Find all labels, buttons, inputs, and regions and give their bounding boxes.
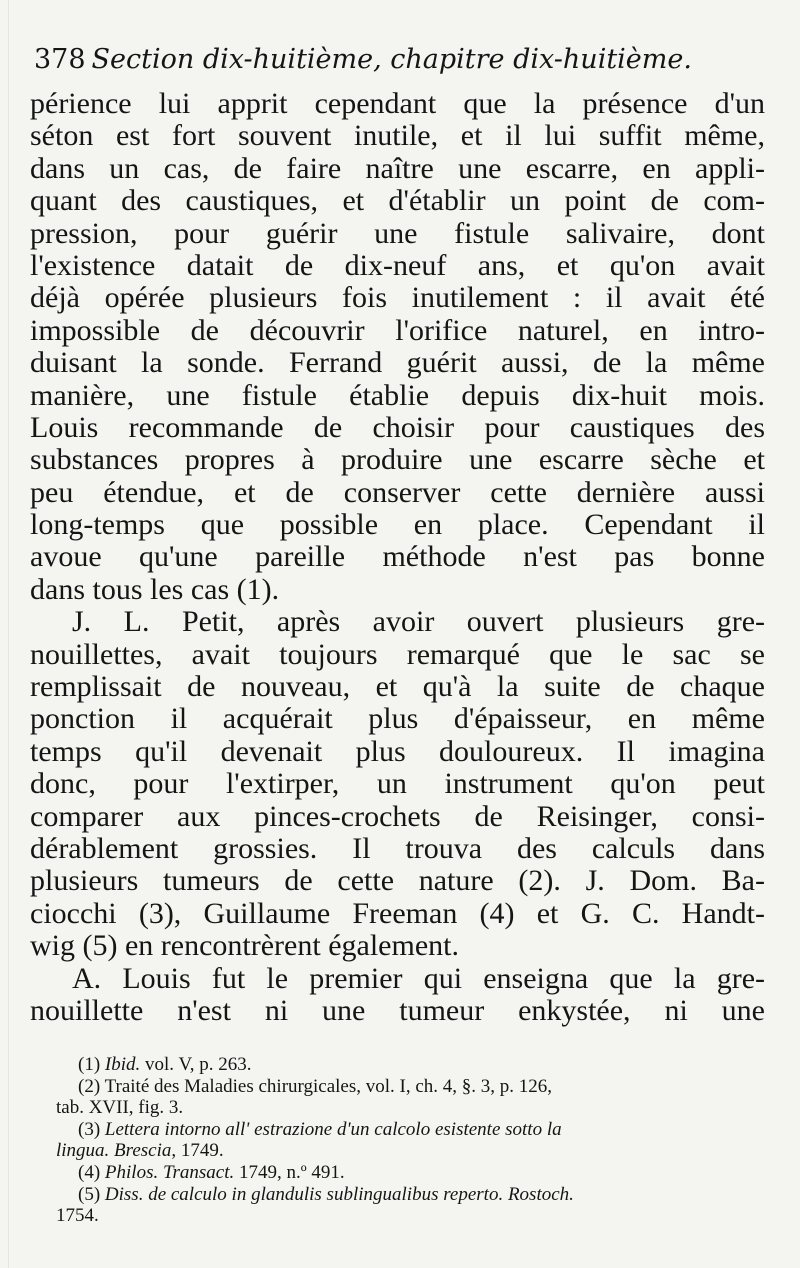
text-line: long-temps que possible en place. Cependant il (30, 508, 765, 542)
footnote-line (56, 1205, 770, 1227)
text-line: ciocchi (3), Guillaume Freeman (4) et G. C. Handt- (30, 896, 765, 930)
text-line: dans un cas, de faire naître une escarre, en appli- (30, 151, 765, 185)
text-line: temps qu'il devenait plus douloureux. Il imagina (30, 734, 765, 768)
text-line: remplissait de nouveau, et qu'à la suite de chaque (30, 670, 765, 704)
text-line: périence lui apprit cependant que la présence d'un (30, 87, 765, 120)
page-edge (8, 0, 9, 1268)
footnote-text: 1749, n.º 491. (234, 1161, 345, 1183)
text-line: pression, pour guérir une fistule salivaire, dont (30, 216, 765, 250)
body-text (30, 88, 765, 1027)
text-line: séton est fort souvent inutile, et il lui suffit même, (30, 119, 765, 153)
footnote-number: (5) (78, 1183, 101, 1205)
text-line: impossible de découvrir l'orifice naturel, en intro- (30, 313, 765, 347)
footnote-line (56, 1097, 770, 1119)
footnote-number: (2) (78, 1075, 101, 1097)
text-line: J. L. Petit, après avoir ouvert plusieurs gre- (72, 605, 765, 639)
footnote-citation-title: lingua. Brescia (56, 1140, 172, 1162)
text-line: donc, pour l'extirper, un instrument qu'on peut (30, 767, 765, 801)
text-line: wig (5) en rencontrèrent également. (30, 929, 459, 963)
text-line: avoue qu'une pareille méthode n'est pas bonne (30, 540, 765, 574)
footnote-text: tab. XVII, fig. 3. (56, 1097, 184, 1119)
footnote-line (56, 1162, 770, 1184)
footnote-line (56, 1054, 770, 1076)
footnote-citation-title: Philos. Transact. (104, 1161, 235, 1183)
footnote-citation-title: Diss. de calculo in glandulis sublingualibus reperto. Rostoch. (104, 1183, 574, 1205)
text-line: nouillettes, avait toujours remarqué que le sac se (30, 637, 765, 671)
footnote-text: 1754. (56, 1205, 99, 1227)
text-line: substances propres à produire une escarre sèche et (30, 443, 765, 477)
page-number: 378 (34, 44, 86, 75)
text-line: l'existence datait de dix-neuf ans, et qu'on avait (30, 248, 765, 282)
text-line: duisant la sonde. Ferrand guérit aussi, de la même (30, 346, 765, 380)
text-line: comparer aux pinces-crochets de Reisinger, consi- (30, 799, 765, 833)
text-line: A. Louis fut le premier qui enseigna que la gre- (72, 961, 765, 995)
footnote-line (56, 1184, 770, 1206)
text-line: peu étendue, et de conserver cette dernière aussi (30, 475, 765, 509)
footnote-number: (3) (78, 1118, 101, 1140)
text-line: déjà opérée plusieurs fois inutilement : il avait été (30, 281, 765, 315)
footnote-line (56, 1119, 770, 1141)
text-line: ponction il acquérait plus d'épaisseur, en même (30, 702, 765, 736)
text-line: dérablement grossies. Il trouva des calculs dans (30, 831, 765, 865)
text-line: dans tous les cas (1). (30, 572, 280, 606)
running-header (34, 40, 774, 80)
text-line: manière, une fistule établie depuis dix-huit mois. (30, 378, 765, 412)
text-line: Louis recommande de choisir pour caustiques des (30, 410, 765, 444)
running-title: Section dix-huitième, chapitre dix-huitième. (91, 44, 692, 75)
footnote-number: (1) (78, 1054, 101, 1075)
footnote-text: vol. V, p. 263. (140, 1054, 252, 1075)
footnote-text: , 1749. (171, 1140, 224, 1162)
footnote-citation-title: Lettera intorno all' estrazione d'un calcolo esistente sotto la (104, 1118, 562, 1140)
footnote-citation-title: Ibid. (104, 1054, 141, 1075)
footnotes (56, 1054, 770, 1227)
footnote-number: (4) (78, 1161, 101, 1183)
footnote-line (56, 1140, 770, 1162)
text-line: quant des caustiques, et d'établir un point de com- (30, 184, 765, 218)
text-line: plusieurs tumeurs de cette nature (2). J. Dom. Ba- (30, 864, 765, 898)
footnote-line (56, 1076, 770, 1098)
text-line: nouillette n'est ni une tumeur enkystée, ni une (30, 993, 765, 1027)
footnote-text: Traité des Maladies chirurgicales, vol. I, ch. 4, §. 3, p. 126, (104, 1075, 553, 1097)
